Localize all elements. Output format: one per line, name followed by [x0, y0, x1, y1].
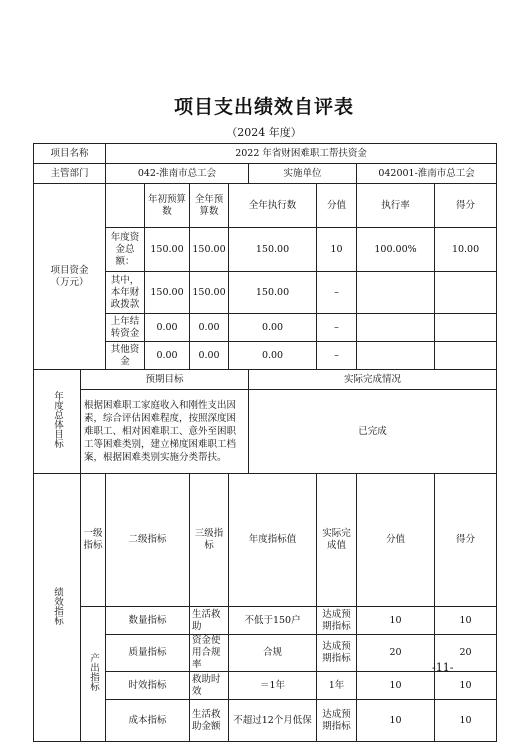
- col-exec-rate: 执行率: [357, 184, 435, 228]
- indicator-level2: 时效指标: [106, 672, 190, 700]
- col-executed: 全年执行数: [229, 184, 317, 228]
- dept-label: 主管部门: [34, 164, 106, 184]
- funds-row-label: 其他资金: [106, 342, 145, 370]
- indicator-target: 不超过12个月低保: [229, 700, 317, 742]
- funds-annual: 150.00: [190, 272, 229, 314]
- department-row: [34, 164, 497, 184]
- indicator-target: 合规: [229, 635, 317, 672]
- indicator-row: [34, 607, 497, 635]
- indicator-actual: 达成预期指标: [317, 700, 357, 742]
- funds-score: [435, 272, 497, 314]
- indicator-level3: 生活救助金额: [190, 700, 229, 742]
- funds-annual: 150.00: [190, 228, 229, 272]
- indicator-weight: 20: [357, 635, 435, 672]
- goals-section-text: 年度总体目标: [52, 391, 63, 448]
- funds-initial: 150.00: [145, 228, 190, 272]
- indicator-target: 不低于150户: [229, 607, 317, 635]
- actual-status-text: 已完成: [249, 390, 497, 474]
- funds-annual: 0.00: [190, 314, 229, 342]
- funds-score: 10.00: [435, 228, 497, 272]
- indicator-level2: 成本指标: [106, 700, 190, 742]
- page-number: -11-: [432, 661, 454, 674]
- indicator-weight: 10: [357, 607, 435, 635]
- col-annual-budget: 全年预算数: [190, 184, 229, 228]
- indicator-weight: 10: [357, 700, 435, 742]
- impl-label: 实施单位: [249, 164, 357, 184]
- funds-initial: 0.00: [145, 314, 190, 342]
- funds-rate: [357, 342, 435, 370]
- impl-value: 042001-淮南市总工会: [357, 164, 497, 184]
- col-score: 得分: [435, 184, 497, 228]
- col-ind-weight: 分值: [357, 474, 435, 607]
- indicator-score: 10: [435, 607, 497, 635]
- funds-section-label: 项目资金（万元）: [34, 184, 106, 370]
- funds-rate: 100.00%: [357, 228, 435, 272]
- indicator-level2: 数量指标: [106, 607, 190, 635]
- expected-goal-label: 预期目标: [81, 370, 249, 390]
- funds-weight: –: [317, 342, 357, 370]
- indicator-actual: 达成预期指标: [317, 635, 357, 672]
- funds-weight: –: [317, 272, 357, 314]
- funds-weight: 10: [317, 228, 357, 272]
- indicator-level2: 质量指标: [106, 635, 190, 672]
- indicators-section-text: 绩效指标: [52, 586, 63, 625]
- funds-header-row: [34, 184, 497, 228]
- funds-initial: 150.00: [145, 272, 190, 314]
- funds-row-label: 年度资金总额：: [106, 228, 145, 272]
- self-evaluation-table: [33, 143, 497, 742]
- goals-content-row: [34, 390, 497, 474]
- goals-section-label: [34, 370, 81, 474]
- indicators-header-row: [34, 474, 497, 607]
- funds-score: [435, 342, 497, 370]
- project-name-value: 2022 年省财困难职工帮扶资金: [106, 144, 497, 164]
- col-level2: 二级指标: [106, 474, 190, 607]
- funds-executed: 0.00: [229, 342, 317, 370]
- project-name-label: 项目名称: [34, 144, 106, 164]
- funds-header-blank: [106, 184, 145, 228]
- indicator-target: ＝1年: [229, 672, 317, 700]
- dept-value: 042-淮南市总工会: [106, 164, 249, 184]
- indicator-actual: 达成预期指标: [317, 607, 357, 635]
- col-ind-score: 得分: [435, 474, 497, 607]
- col-weight: 分值: [317, 184, 357, 228]
- funds-annual: 0.00: [190, 342, 229, 370]
- funds-executed: 150.00: [229, 228, 317, 272]
- goals-header-row: [34, 370, 497, 390]
- funds-rate: [357, 272, 435, 314]
- indicators-section-label: [34, 474, 81, 742]
- col-level3: 三级指标: [190, 474, 229, 607]
- indicator-score: 10: [435, 700, 497, 742]
- indicator-score: 10: [435, 672, 497, 700]
- indicator-score: 20: [435, 635, 497, 672]
- funds-row-label: 其中，本年财政拨款: [106, 272, 145, 314]
- level1-output: [81, 607, 106, 742]
- indicator-weight: 10: [357, 672, 435, 700]
- page-title: 项目支出绩效自评表: [173, 96, 354, 118]
- funds-weight: –: [317, 314, 357, 342]
- expected-goal-text: 根据困难职工家庭收入和刚性支出因素，综合评估困难程度，按照深度困难职工、相对困难职工、意外至困职工等困难类别，建立梯度困难职工档案，根据困难类别实施分类帮扶。: [81, 390, 249, 474]
- indicator-level3: 生活救助: [190, 607, 229, 635]
- level1-output-text: 产出指标: [88, 653, 99, 691]
- funds-rate: [357, 314, 435, 342]
- col-target: 年度指标值: [229, 474, 317, 607]
- funds-score: [435, 314, 497, 342]
- funds-initial: 0.00: [145, 342, 190, 370]
- funds-executed: 150.00: [229, 272, 317, 314]
- col-actual: 实际完成值: [317, 474, 357, 607]
- indicator-level3: 救助时效: [190, 672, 229, 700]
- actual-status-label: 实际完成情况: [249, 370, 497, 390]
- funds-executed: 0.00: [229, 314, 317, 342]
- col-level1: 一级指标: [81, 474, 106, 607]
- project-name-row: [34, 144, 497, 164]
- funds-row-label: 上年结转资金: [106, 314, 145, 342]
- year-label: （2024 年度）: [226, 126, 302, 139]
- indicator-level3: 资金使用合规率: [190, 635, 229, 672]
- indicator-actual: 1年: [317, 672, 357, 700]
- col-initial-budget: 年初预算数: [145, 184, 190, 228]
